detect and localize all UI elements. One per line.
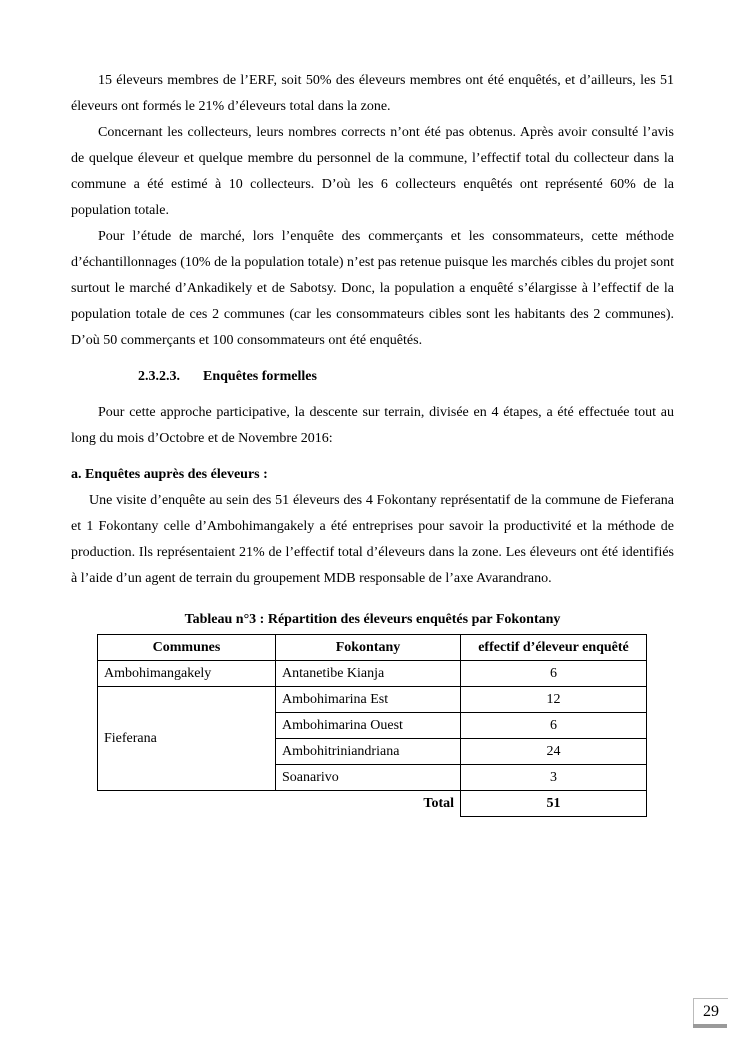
page-number: 29 [693, 998, 728, 1025]
total-value: 51 [461, 791, 647, 817]
subsection-heading [138, 364, 674, 390]
column-header: Fokontany [276, 635, 461, 661]
paragraph: Concernant les collecteurs, leurs nombres corrects n’ont été pas obtenus. Après avoir consulté l’avis de quelque éleveur et quelque membre du personnel de la commune, l’effectif total du collecteur dans la commune a été estimé à 10 collecteurs. D’où les 6 collecteurs enquêtés ont représenté 60% de la population totale. [71, 125, 674, 218]
effectif-cell: 24 [461, 739, 647, 765]
fokontany-cell: Ambohitriniandriana [276, 739, 461, 765]
paragraph: Une visite d’enquête au sein des 51 éleveurs des 4 Fokontany représentatif de la commune de Fieferana et 1 Fokontany celle d’Ambohimangakely a été entreprises pour savoir la productivité et la méthode de production. Ils représentaient 21% de l’effectif total d’éleveurs dans la zone. Les éleveurs ont été identifiés à l’aide d’un agent de terrain du groupement MDB responsable de l’axe Avarandrano. [71, 493, 674, 586]
column-header: effectif d’éleveur enquêté [461, 635, 647, 661]
effectif-cell: 6 [461, 661, 647, 687]
table-caption: Tableau n°3 : Répartition des éleveurs enquêtés par Fokontany [184, 612, 561, 627]
fokontany-cell: Antanetibe Kianja [276, 661, 461, 687]
subsection-number: 2.3.2.3. [138, 369, 180, 384]
commune-cell: Ambohimangakely [98, 661, 276, 687]
page-number-bar [693, 1024, 727, 1028]
paragraph: Pour cette approche participative, la descente sur terrain, divisée en 4 étapes, a été effectuée tout au long du mois d’Octobre et de Novembre 2016: [71, 405, 674, 446]
table-row [98, 661, 647, 687]
commune-cell: Fieferana [98, 687, 276, 791]
distribution-table [97, 634, 647, 817]
fokontany-cell: Ambohimarina Est [276, 687, 461, 713]
table-total-row [98, 791, 647, 817]
table-header-row [98, 635, 647, 661]
fokontany-cell: Ambohimarina Ouest [276, 713, 461, 739]
document-page [71, 68, 674, 817]
table-row [98, 687, 647, 713]
subsection-title: Enquêtes formelles [203, 369, 317, 384]
alpha-heading: a. Enquêtes auprès des éleveurs : [71, 467, 268, 482]
effectif-cell: 12 [461, 687, 647, 713]
total-label: Total [423, 795, 454, 811]
column-header: Communes [98, 635, 276, 661]
paragraph: 15 éleveurs membres de l’ERF, soit 50% des éleveurs membres ont été enquêtés, et d’ailleurs, les 51 éleveurs ont formés le 21% d’éleveurs total dans la zone. [71, 73, 674, 114]
effectif-cell: 6 [461, 713, 647, 739]
fokontany-cell: Soanarivo [276, 765, 461, 791]
paragraph: Pour l’étude de marché, lors l’enquête des commerçants et les consommateurs, cette méthode d’échantillonnages (10% de la population totale) n’est pas retenue puisque les marchés cibles du projet sont surtout le marché d’Ankadikely et de Sabotsy. Donc, la population a enquêté s’élargisse à l’effectif de la population totale de ces 2 communes (car les consommateurs cibles sont les habitants des 2 communes). D’où 50 commerçants et 100 consommateurs ont été enquêtés. [71, 229, 674, 348]
effectif-cell: 3 [461, 765, 647, 791]
